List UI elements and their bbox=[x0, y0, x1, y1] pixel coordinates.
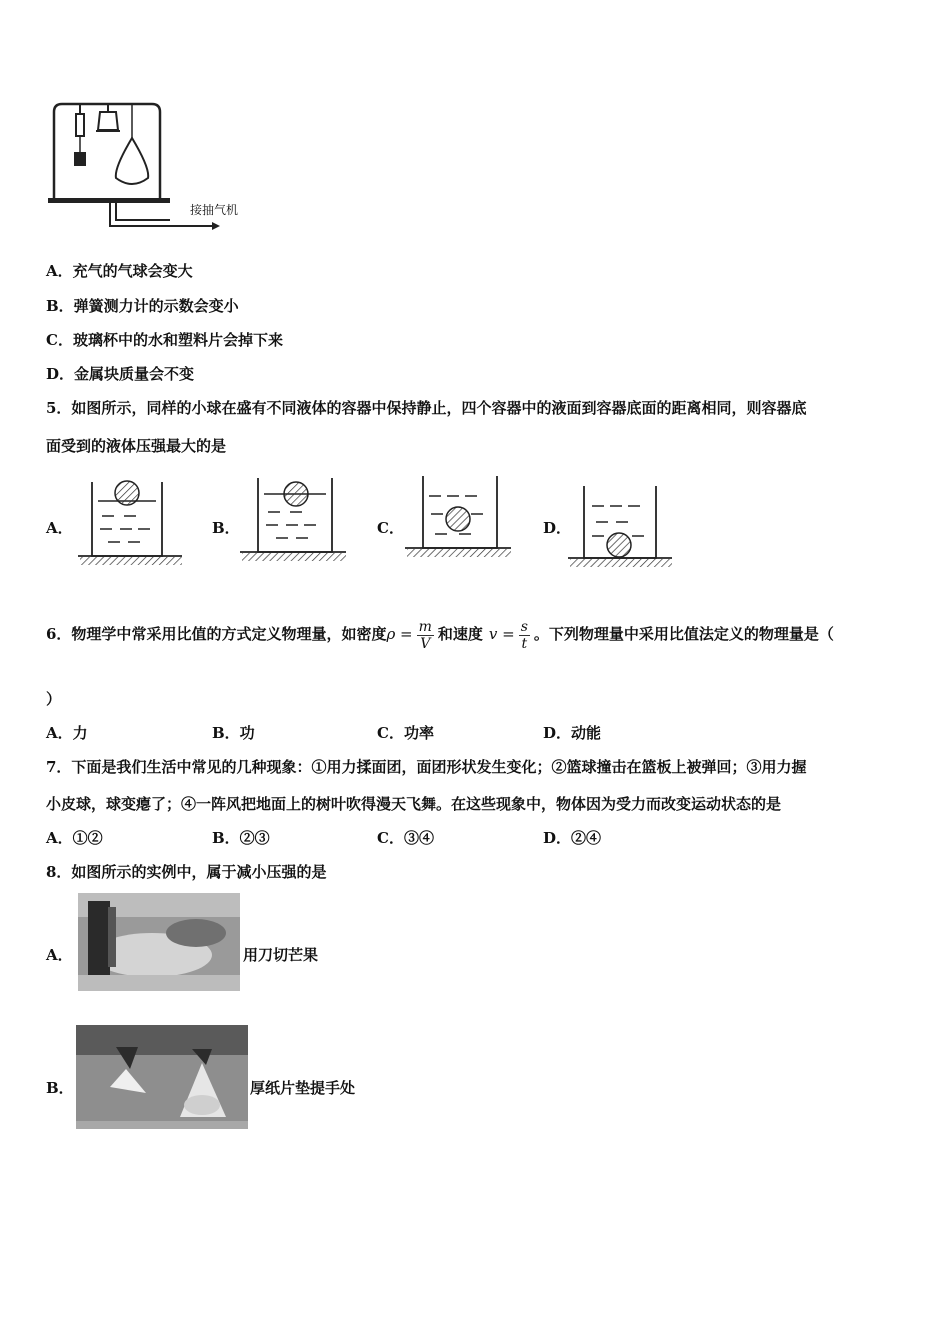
q5-container-c bbox=[405, 466, 513, 562]
q4-option-b: B．弹簧测力计的示数会变小 bbox=[46, 297, 239, 315]
q8-stem: 8．如图所示的实例中，属于减小压强的是 bbox=[46, 863, 327, 881]
q5-container-d bbox=[568, 476, 676, 572]
q7-option-c: C．③④ bbox=[377, 829, 434, 847]
q8-caption-b: 厚纸片垫提手处 bbox=[250, 1079, 356, 1097]
density-numerator: m bbox=[418, 618, 432, 635]
v-symbol: v = bbox=[488, 625, 515, 643]
q6-mid: 和速度 bbox=[437, 625, 483, 643]
q6-prefix: 6．物理学中常采用比值的方式定义物理量，如密度 bbox=[46, 625, 387, 643]
density-fraction bbox=[417, 619, 434, 652]
paper-handle-photo bbox=[76, 1025, 248, 1129]
q8-label-a: A． bbox=[46, 946, 73, 964]
q6-close-paren: ） bbox=[46, 690, 62, 708]
q6-option-c: C．功率 bbox=[377, 724, 434, 742]
knife-mango-photo bbox=[78, 893, 240, 991]
q6-option-b: B．功 bbox=[212, 724, 255, 742]
speed-numerator: s bbox=[520, 618, 528, 635]
q5-container-a bbox=[78, 476, 184, 570]
q4-option-d: D．金属块质量会不变 bbox=[46, 365, 195, 383]
vacuum-apparatus-figure bbox=[44, 98, 254, 238]
q6-suffix: 。下列物理量中采用比值法定义的物理量是（ bbox=[533, 625, 834, 643]
q4-option-a: A．充气的气球会变大 bbox=[46, 262, 193, 280]
q4-option-c: C．玻璃杯中的水和塑料片会掉下来 bbox=[46, 331, 283, 349]
q8-label-b: B． bbox=[46, 1079, 74, 1097]
q5-label-c: C． bbox=[377, 519, 404, 537]
q7-option-b: B．②③ bbox=[212, 829, 270, 847]
q7-stem-line2: 小皮球，球变瘪了；④一阵风把地面上的树叶吹得漫天飞舞。在这些现象中，物体因为受力而改变运动状态的是 bbox=[46, 795, 782, 813]
speed-denominator: t bbox=[521, 635, 528, 652]
q7-option-a: A．①② bbox=[46, 829, 103, 847]
q6-option-d: D．动能 bbox=[543, 724, 602, 742]
apparatus-caption: 接抽气机 bbox=[190, 203, 239, 217]
q8-caption-a: 用刀切芒果 bbox=[243, 946, 319, 964]
q5-label-a: A． bbox=[46, 519, 73, 537]
q7-stem-line1: 7．下面是我们生活中常见的几种现象：①用力揉面团，面团形状发生变化；②篮球撞击在篮板上被弹回；③用力握 bbox=[46, 758, 807, 776]
speed-fraction bbox=[519, 619, 530, 652]
q5-stem-line2: 面受到的液体压强最大的是 bbox=[46, 437, 227, 455]
q5-label-d: D． bbox=[543, 519, 572, 537]
q5-label-b: B． bbox=[212, 519, 240, 537]
q5-stem-line1: 5．如图所示，同样的小球在盛有不同液体的容器中保持静止，四个容器中的液面到容器底面的距离相同，则容器底 bbox=[46, 399, 807, 417]
rho-symbol: ρ = bbox=[386, 625, 413, 643]
q7-option-d: D．②④ bbox=[543, 829, 602, 847]
density-denominator: V bbox=[420, 635, 431, 652]
q6-stem bbox=[46, 614, 834, 654]
q5-container-b bbox=[240, 470, 348, 566]
q6-option-a: A．力 bbox=[46, 724, 88, 742]
